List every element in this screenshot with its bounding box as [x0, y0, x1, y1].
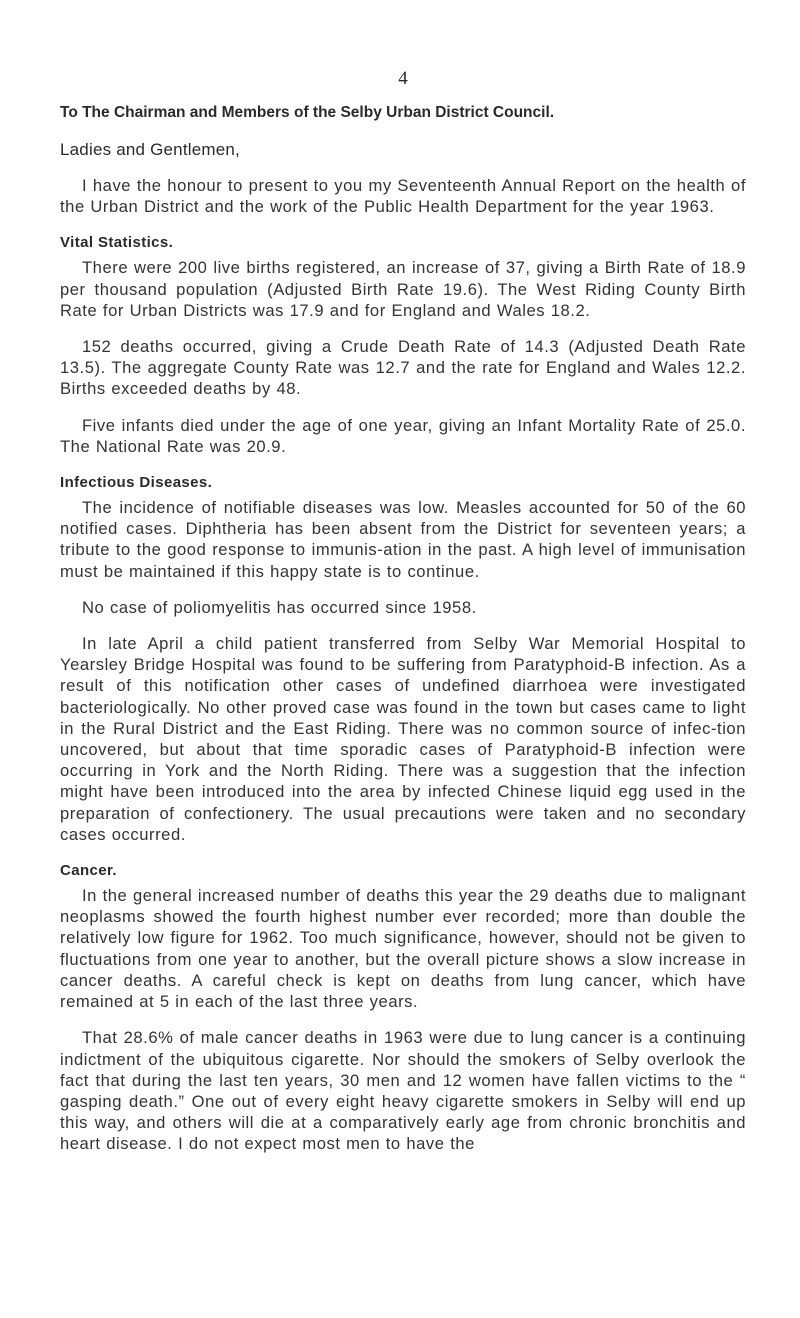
paragraph: In the general increased number of deaths this year the 29 deaths due to malignant neoplasms showed the fourth highest number ever recorded; more than double the relatively low figure for 1962. Too much significance, however, should not be given to fluctuations from one year to another, but the overall picture shows a slow increase in cancer deaths. A careful check is kept on deaths from lung cancer, which have remained at 5 in each of the last three years. [60, 886, 746, 1012]
paragraph: In late April a child patient transferred from Selby War Memorial Hospital to Yearsley Bridge Hospital was found to be suffering from Paratyphoid-B infection. As a result of this notification other cases of undefined diarrhoea were investigated bacteriologically. No other proved case was found in the town but cases came to light in the Rural District and the East Riding. There was no common source of infec-tion uncovered, but about that time sporadic cases of Paratyphoid-B infection were occurring in York and the North Riding. There was a suggestion that the infection might have been introduced into the area by infected Chinese liquid egg used in the preparation of confectionery. The usual precautions were taken and no secondary cases occurred. [60, 634, 746, 844]
addressee-text: To The Chairman and Members of the Selby Urban District Council. [60, 104, 555, 121]
paragraph: Five infants died under the age of one year, giving an Infant Mortality Rate of 25.0. The National Rate was 20.9. [60, 415, 746, 456]
section-heading-infectious-diseases: Infectious Diseases. [60, 474, 213, 492]
section-heading-vital-statistics: Vital Statistics. [60, 234, 174, 252]
intro-paragraph: I have the honour to present to you my Seventeenth Annual Report on the health of the Urban District and the work of the Public Health Department for the year 1963. [60, 176, 746, 217]
report-page [60, 0, 746, 1155]
paragraph: The incidence of notifiable diseases was low. Measles accounted for 50 of the 60 notified cases. Diphtheria has been absent from the District for seventeen years; a tribute to the good response to immunis-ation in the past. A high level of immunisation must be maintained if this happy state is to continue. [60, 498, 746, 581]
paragraph: There were 200 live births registered, an increase of 37, giving a Birth Rate of 18.9 per thousand population (Adjusted Birth Rate 19.6). The West Riding County Birth Rate for Urban Districts was 17.9 and for England and Wales 18.2. [60, 258, 746, 320]
section-heading-cancer: Cancer. [60, 862, 117, 880]
paragraph: 152 deaths occurred, giving a Crude Death Rate of 14.3 (Adjusted Death Rate 13.5). The aggregate County Rate was 12.7 and the rate for England and Wales 12.2. Births exceeded deaths by 48. [60, 337, 746, 399]
paragraph: That 28.6% of male cancer deaths in 1963 were due to lung cancer is a continuing indictment of the ubiquitous cigarette. Nor should the smokers of Selby overlook the fact that during the last ten years, 30 men and 12 women have fallen victims to the “ gasping death.” One out of every eight heavy cigarette smokers in Selby will end up this way, and others will die at a comparatively early age from chronic bronchitis and heart disease. I do not expect most men to have the [60, 1028, 746, 1154]
salutation: Ladies and Gentlemen, [60, 140, 240, 159]
paragraph: No case of poliomyelitis has occurred since 1958. [82, 597, 477, 617]
addressee-line [60, 104, 746, 122]
page-number: 4 [398, 68, 408, 89]
